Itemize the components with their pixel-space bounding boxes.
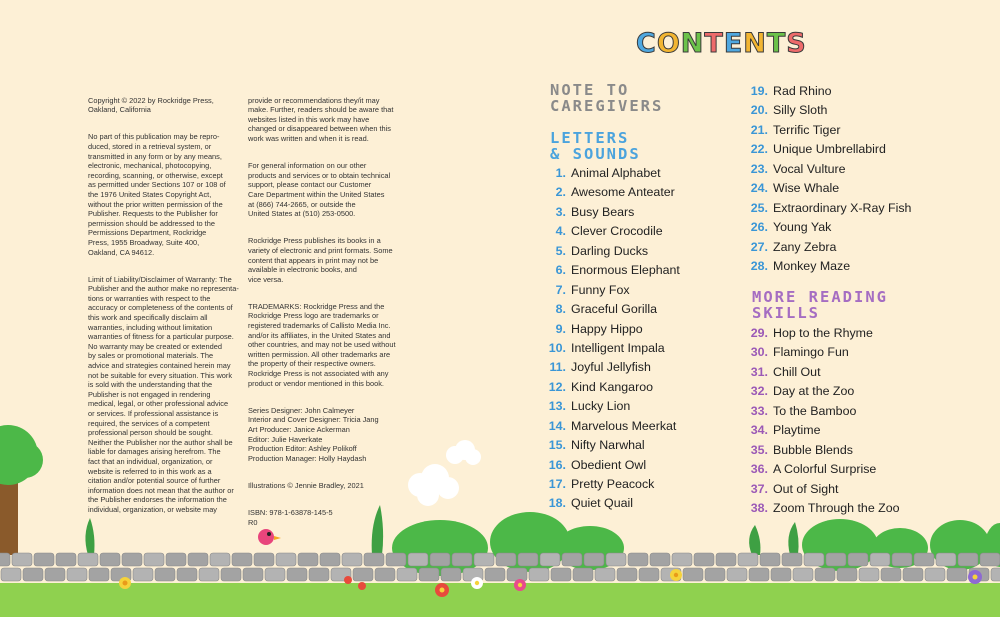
wall-brick bbox=[155, 568, 175, 581]
toc-entry[interactable] bbox=[750, 181, 911, 200]
toc-entry[interactable] bbox=[548, 380, 680, 399]
toc-entry[interactable] bbox=[548, 185, 680, 204]
wall-brick bbox=[287, 568, 307, 581]
contents-title-letter: T bbox=[704, 28, 724, 59]
toc-entry-title: Terrific Tiger bbox=[773, 122, 841, 137]
toc-entry-number: 6. bbox=[555, 263, 566, 278]
toc-entry-number: 19. bbox=[750, 84, 768, 98]
toc-entry-number: 37. bbox=[750, 481, 768, 496]
wall-brick bbox=[793, 568, 813, 581]
more-skills-list bbox=[750, 326, 900, 520]
wall-brick bbox=[738, 553, 758, 566]
toc-entry-number: 17. bbox=[548, 477, 566, 491]
wall-brick bbox=[496, 553, 516, 566]
wall-brick bbox=[815, 568, 835, 581]
wall-brick bbox=[826, 553, 846, 566]
toc-entry[interactable] bbox=[750, 201, 911, 220]
wall-brick bbox=[529, 568, 549, 581]
wall-brick bbox=[265, 568, 285, 581]
toc-entry[interactable] bbox=[750, 103, 911, 122]
toc-entry-number: 32. bbox=[750, 384, 768, 399]
copyright-column-1 bbox=[88, 86, 240, 532]
toc-entry-title: Unique Umbrellabird bbox=[773, 142, 886, 157]
wall-brick bbox=[441, 568, 461, 581]
toc-entry-title: Awesome Anteater bbox=[571, 185, 675, 200]
toc-entry[interactable] bbox=[548, 166, 680, 185]
toc-entry[interactable] bbox=[548, 419, 680, 438]
wall-brick bbox=[892, 553, 912, 566]
wall-brick bbox=[683, 568, 703, 581]
toc-entry-title: Busy Bears bbox=[571, 204, 635, 219]
wall-brick bbox=[584, 553, 604, 566]
wall-brick bbox=[232, 553, 252, 566]
toc-entry-title: Quiet Quail bbox=[571, 496, 633, 511]
wall-brick bbox=[969, 568, 989, 581]
toc-entry-number: 16. bbox=[548, 457, 566, 472]
cloud-illustration bbox=[408, 440, 481, 506]
wall-brick bbox=[342, 553, 362, 566]
copyright-column-2 bbox=[248, 86, 398, 545]
contents-title-letter: N bbox=[743, 28, 767, 59]
toc-entry[interactable] bbox=[548, 399, 680, 418]
wall-brick bbox=[485, 568, 505, 581]
wall-brick bbox=[144, 553, 164, 566]
wall-brick bbox=[78, 553, 98, 566]
toc-entry-title: Hop to the Rhyme bbox=[773, 326, 873, 340]
wall-brick bbox=[903, 568, 923, 581]
wall-brick bbox=[298, 553, 318, 566]
wall-brick bbox=[34, 553, 54, 566]
wall-brick bbox=[133, 568, 153, 581]
toc-entry[interactable] bbox=[750, 384, 900, 403]
stone-wall bbox=[0, 553, 1000, 581]
formats-notice: Rockridge Press publishes its books in a variety of electronic and print formats. Some content that appears in print may not be available in electronic books, and vice versa. bbox=[248, 236, 393, 284]
toc-entry-number: 21. bbox=[750, 122, 768, 137]
wall-brick bbox=[870, 553, 890, 566]
toc-entry-title: A Colorful Surprise bbox=[773, 462, 877, 477]
wall-brick bbox=[386, 553, 406, 566]
wall-brick bbox=[573, 568, 593, 581]
trademarks-notice: TRADEMARKS: Rockridge Press and the Rockridge Press logo are trademarks or registered trademarks of Callisto Media Inc. and/or its affiliates, in the United States and other countries, and may not be used without written permission. All other trademarks are the property of their respective owners. Rockridge Press is not associated with any product or vendor mentioned in this book. bbox=[248, 301, 396, 388]
wall-brick bbox=[364, 553, 384, 566]
toc-entry[interactable] bbox=[750, 142, 911, 161]
toc-entry-number: 20. bbox=[750, 103, 768, 118]
wall-brick bbox=[375, 568, 395, 581]
toc-entry-title: Young Yak bbox=[773, 220, 832, 235]
toc-entry-title: Chill Out bbox=[773, 364, 821, 379]
toc-entry-title: Vocal Vulture bbox=[773, 161, 846, 176]
grass-ground bbox=[0, 583, 1000, 617]
wall-brick bbox=[705, 568, 725, 581]
toc-entry[interactable] bbox=[548, 302, 680, 321]
wall-brick bbox=[991, 568, 1000, 581]
permissions-notice: No part of this publication may be repro- duced, stored in a retrieval system, or transmitted in any form or by any means, electronic, mechanical, photocopying, recording, scanning, or otherwise, except as permitted under Sections 107 or 108 of the 1976 United States Copyright Act, without the prior written permission of the Publisher. Requests to the Publisher for permission should be addressed to the Permissions Department, Rockridge Press, 1955 Broadway, Suite 400, Oakland, CA 94612. bbox=[88, 132, 226, 257]
wall-brick bbox=[716, 553, 736, 566]
toc-entry-number: 36. bbox=[750, 462, 768, 477]
toc-entry[interactable] bbox=[548, 477, 680, 496]
toc-entry-title: Playtime bbox=[773, 423, 821, 438]
wall-brick bbox=[628, 553, 648, 566]
wall-brick bbox=[111, 568, 131, 581]
toc-entry-number: 30. bbox=[750, 345, 768, 360]
wall-brick bbox=[221, 568, 241, 581]
toc-entry-title: Pretty Peacock bbox=[571, 477, 655, 491]
wall-brick bbox=[1, 568, 21, 581]
wall-brick bbox=[881, 568, 901, 581]
toc-entry-number: 15. bbox=[548, 438, 566, 453]
toc-entry[interactable] bbox=[750, 345, 900, 364]
toc-entry-number: 34. bbox=[750, 423, 768, 438]
contents-title-letter: E bbox=[723, 28, 744, 59]
wall-brick bbox=[672, 553, 692, 566]
wall-brick bbox=[650, 553, 670, 566]
toc-entry-number: 29. bbox=[750, 326, 768, 340]
wall-brick bbox=[661, 568, 681, 581]
wall-brick bbox=[188, 553, 208, 566]
toc-entry[interactable] bbox=[548, 458, 680, 477]
wall-brick bbox=[56, 553, 76, 566]
wall-brick bbox=[89, 568, 109, 581]
toc-entry-number: 22. bbox=[750, 142, 768, 157]
toc-entry-number: 33. bbox=[750, 403, 768, 418]
copyright-notice: Copyright © 2022 by Rockridge Press, Oakland, California bbox=[88, 95, 214, 115]
contents-title-letter: T bbox=[766, 28, 787, 59]
toc-entry-number: 5. bbox=[555, 243, 566, 258]
toc-entry-title: Zany Zebra bbox=[773, 239, 837, 254]
toc-entry-number: 18. bbox=[548, 496, 566, 511]
contents-title-letter: N bbox=[680, 28, 705, 59]
toc-entry-number: 4. bbox=[555, 224, 566, 239]
toc-entry-title: Graceful Gorilla bbox=[571, 302, 658, 317]
wall-brick bbox=[210, 553, 230, 566]
wall-brick bbox=[122, 553, 142, 566]
toc-entry[interactable] bbox=[750, 259, 911, 278]
toc-entry[interactable] bbox=[548, 360, 680, 379]
toc-entry[interactable] bbox=[548, 263, 680, 282]
wall-brick bbox=[771, 568, 791, 581]
wall-brick bbox=[463, 568, 483, 581]
wall-brick bbox=[177, 568, 197, 581]
wall-brick bbox=[551, 568, 571, 581]
disclaimer-notice: Limit of Liability/Disclaimer of Warranty: The Publisher and the author make no representa- tions or warranties with respect to the accuracy or completeness of the contents of this work and specifically disclaim all warranties, including without limitation warranties of fitness for a particular purpose. No warranty may be created or extended by sales or promotional materials. The advice and strategies contained herein may not be suitable for every situation. This work is sold with the understanding that the Publisher is not engaged in rendering medical, legal, or other professional advice or services. If professional assistance is required, the services of a competent professional person should be sought. Neither the Publisher nor the author shall be liable for damages arising herefrom. The fact that an individual, organization, or website is referred to in this work as a citation and/or potential source of further information does not mean that the author or the Publisher endorses the information the individual, organization, or website may bbox=[88, 274, 239, 514]
wall-brick bbox=[848, 553, 868, 566]
toc-entry-number: 2. bbox=[555, 185, 566, 200]
flowers-illustration bbox=[119, 569, 982, 597]
wall-brick bbox=[947, 568, 967, 581]
toc-entry-title: Wise Whale bbox=[773, 181, 840, 196]
wall-brick bbox=[914, 553, 934, 566]
wall-brick bbox=[507, 568, 527, 581]
illustrations-credit: Illustrations © Jennie Bradley, 2021 bbox=[248, 480, 364, 490]
wall-brick bbox=[804, 553, 824, 566]
toc-entry-number: 11. bbox=[549, 360, 566, 375]
toc-entry-title: Animal Alphabet bbox=[571, 166, 661, 180]
wall-brick bbox=[639, 568, 659, 581]
toc-entry[interactable] bbox=[548, 496, 680, 515]
toc-entry-title: Intelligent Impala bbox=[571, 340, 665, 355]
toc-entry-number: 14. bbox=[548, 418, 566, 433]
toc-entry-title: To the Bamboo bbox=[773, 403, 857, 418]
toc-entry[interactable] bbox=[750, 482, 900, 501]
toc-entry-number: 31. bbox=[750, 364, 768, 379]
toc-entry-number: 23. bbox=[750, 161, 768, 176]
toc-entry[interactable] bbox=[750, 326, 900, 345]
wall-brick bbox=[276, 553, 296, 566]
toc-entry-number: 13. bbox=[548, 399, 566, 414]
toc-entry-number: 10. bbox=[548, 340, 566, 355]
toc-entry-title: Funny Fox bbox=[571, 282, 630, 297]
wall-brick bbox=[199, 568, 219, 581]
contents-title bbox=[636, 28, 807, 59]
toc-entry[interactable] bbox=[750, 123, 911, 142]
toc-entry-title: Extraordinary X-Ray Fish bbox=[773, 200, 912, 215]
contact-info: For general information on our other products and services or to obtain technical support, please contact our Customer Care Department within the United States at (866) 744-2665, or outside the United States at (510) 253-0500. bbox=[248, 161, 391, 219]
toc-entry-number: 28. bbox=[750, 258, 768, 273]
wall-brick bbox=[958, 553, 978, 566]
toc-entry-number: 7. bbox=[555, 282, 566, 297]
toc-entry-title: Bubble Blends bbox=[773, 442, 853, 457]
toc-entry-number: 25. bbox=[750, 200, 768, 215]
wall-brick bbox=[0, 553, 10, 566]
wall-brick bbox=[243, 568, 263, 581]
toc-entry[interactable] bbox=[750, 443, 900, 462]
wall-brick bbox=[562, 553, 582, 566]
wall-brick bbox=[595, 568, 615, 581]
wall-brick bbox=[518, 553, 538, 566]
toc-entry[interactable] bbox=[548, 341, 680, 360]
tree-illustration bbox=[0, 425, 43, 555]
letters-and-sounds-heading: LETTERS & SOUNDS bbox=[550, 129, 641, 163]
note-to-caregivers-heading[interactable]: NOTE TO CAREGIVERS bbox=[550, 81, 664, 115]
toc-entry[interactable] bbox=[750, 423, 900, 442]
toc-entry-number: 24. bbox=[750, 181, 768, 196]
toc-entry[interactable] bbox=[750, 501, 900, 520]
wall-brick bbox=[408, 553, 428, 566]
toc-entry[interactable] bbox=[548, 438, 680, 457]
wall-brick bbox=[749, 568, 769, 581]
toc-entry-number: 8. bbox=[555, 302, 566, 317]
toc-entry-title: Day at the Zoo bbox=[773, 384, 855, 399]
toc-entry[interactable] bbox=[750, 220, 911, 239]
toc-entry[interactable] bbox=[548, 224, 680, 243]
wall-brick bbox=[254, 553, 274, 566]
toc-entry-number: 35. bbox=[750, 442, 768, 457]
toc-entry-title: Marvelous Meerkat bbox=[571, 418, 677, 433]
toc-entry-title: Obedient Owl bbox=[571, 457, 647, 472]
toc-entry-title: Monkey Maze bbox=[773, 258, 851, 273]
toc-entry-number: 38. bbox=[750, 500, 768, 515]
wall-brick bbox=[12, 553, 32, 566]
toc-entry-title: Joyful Jellyfish bbox=[571, 360, 651, 375]
toc-entry[interactable] bbox=[548, 322, 680, 341]
wall-brick bbox=[452, 553, 472, 566]
toc-entry-title: Flamingo Fun bbox=[773, 345, 849, 360]
toc-entry-title: Enormous Elephant bbox=[571, 263, 680, 278]
wall-brick bbox=[67, 568, 87, 581]
bushes-illustration bbox=[392, 512, 1000, 576]
toc-entry-title: Out of Sight bbox=[773, 481, 839, 496]
toc-entry-title: Kind Kangaroo bbox=[571, 379, 653, 394]
wall-brick bbox=[353, 568, 373, 581]
contents-title-letter: S bbox=[786, 28, 807, 59]
wall-brick bbox=[430, 553, 450, 566]
wall-brick bbox=[936, 553, 956, 566]
wall-brick bbox=[617, 568, 637, 581]
toc-entry[interactable] bbox=[750, 365, 900, 384]
letters-list-part-2 bbox=[750, 84, 911, 278]
contents-title-letter: O bbox=[656, 28, 681, 59]
wall-brick bbox=[694, 553, 714, 566]
wall-brick bbox=[166, 553, 186, 566]
disclaimer-continued: provide or recommendations they/it may make. Further, readers should be aware that websites listed in this work may have changed or disappeared between when this work was written and when it is read. bbox=[248, 95, 394, 143]
toc-entry[interactable] bbox=[548, 283, 680, 302]
wall-brick bbox=[606, 553, 626, 566]
more-reading-skills-heading: MORE READING SKILLS bbox=[752, 288, 888, 322]
credits: Series Designer: John Calmeyer Interior and Cover Designer: Tricia Jang Art Producer: Janice Ackerman Editor: Julie Haverkate Production Editor: Ashley Polikoff Production Manager: Holly Haydash bbox=[248, 405, 379, 463]
wall-brick bbox=[23, 568, 43, 581]
toc-entry[interactable] bbox=[750, 84, 911, 103]
contents-title-letter: C bbox=[636, 28, 657, 59]
wall-brick bbox=[331, 568, 351, 581]
letters-list-part-1 bbox=[548, 166, 680, 516]
wall-brick bbox=[760, 553, 780, 566]
toc-entry-title: Zoom Through the Zoo bbox=[773, 500, 900, 515]
toc-entry-number: 26. bbox=[750, 220, 768, 235]
toc-entry-title: Lucky Lion bbox=[571, 399, 631, 414]
wall-brick bbox=[727, 568, 747, 581]
wall-brick bbox=[474, 553, 494, 566]
toc-entry[interactable] bbox=[750, 404, 900, 423]
toc-entry[interactable] bbox=[750, 240, 911, 259]
wall-brick bbox=[540, 553, 560, 566]
wall-brick bbox=[782, 553, 802, 566]
toc-entry[interactable] bbox=[548, 244, 680, 263]
toc-entry-title: Clever Crocodile bbox=[571, 224, 663, 239]
isbn: ISBN: 978-1-63878-145-5 R0 bbox=[248, 508, 333, 527]
toc-entry[interactable] bbox=[750, 162, 911, 181]
toc-entry-number: 1. bbox=[555, 166, 566, 180]
toc-entry[interactable] bbox=[750, 462, 900, 481]
toc-entry-number: 3. bbox=[555, 204, 566, 219]
toc-entry-title: Nifty Narwhal bbox=[571, 438, 645, 453]
wall-brick bbox=[925, 568, 945, 581]
toc-entry-title: Rad Rhino bbox=[773, 84, 832, 98]
toc-entry-number: 9. bbox=[555, 321, 566, 336]
toc-entry-title: Darling Ducks bbox=[571, 243, 649, 258]
toc-entry-title: Happy Hippo bbox=[571, 321, 643, 336]
wall-brick bbox=[45, 568, 65, 581]
toc-entry-number: 12. bbox=[548, 379, 566, 394]
wall-brick bbox=[419, 568, 439, 581]
wall-brick bbox=[859, 568, 879, 581]
wall-brick bbox=[100, 553, 120, 566]
toc-entry-number: 27. bbox=[750, 239, 768, 254]
toc-entry-title: Silly Sloth bbox=[773, 103, 828, 118]
toc-entry[interactable] bbox=[548, 205, 680, 224]
wall-brick bbox=[980, 553, 1000, 566]
wall-brick bbox=[320, 553, 340, 566]
wall-brick bbox=[837, 568, 857, 581]
wall-brick bbox=[309, 568, 329, 581]
wall-brick bbox=[397, 568, 417, 581]
